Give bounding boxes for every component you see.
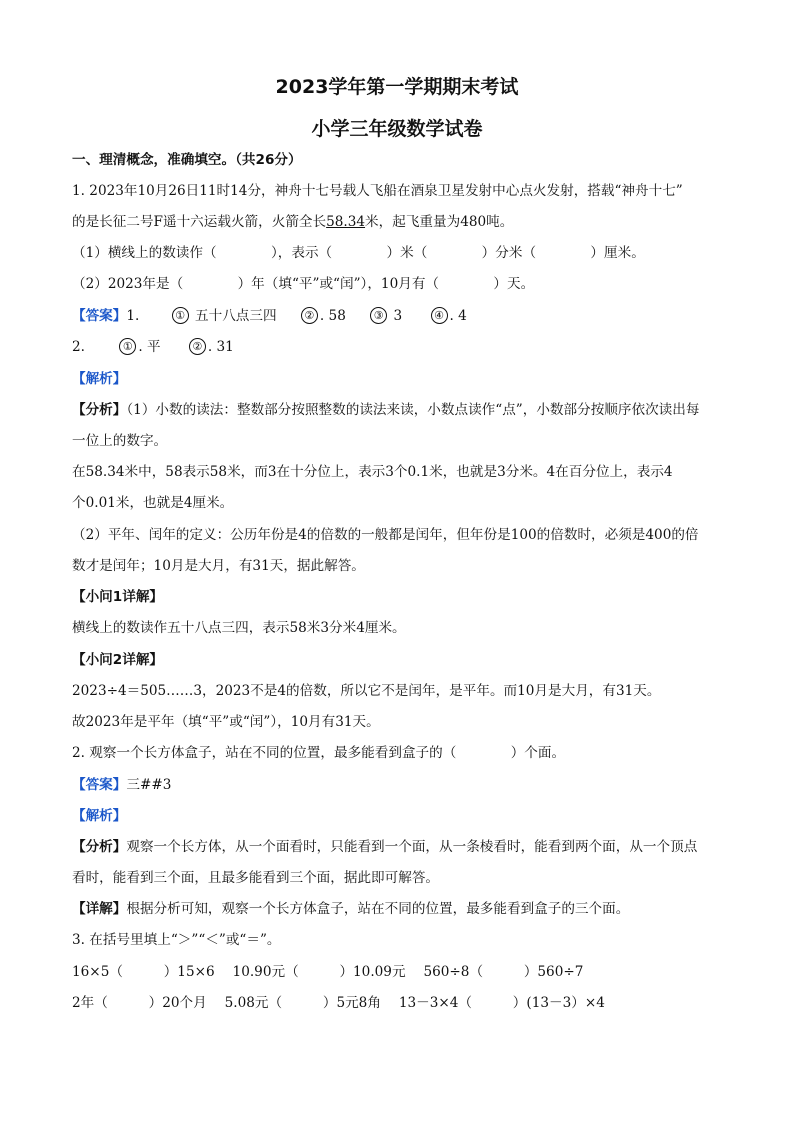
q1-fenxi-4: 个0.01米，也就是4厘米。 <box>72 495 234 511</box>
q1-sub-2: （2）2023年是（ ）年（填“平”或“闰”），10月有（ ）天。 <box>72 276 535 292</box>
exam-title: 2023学年第一学期期末考试 <box>275 76 519 98</box>
q2-answer-value: 三##3 <box>126 777 172 793</box>
q1-fenxi-3: 在58.34米中，58表示58米，而3在十分位上，表示3个0.1米，也就是3分米。4在百分位上，表示4 <box>72 464 673 480</box>
q1-line-1: 1. 2023年10月26日11时14分，神舟十七号载人飞船在酒泉卫星发射中心点火发射，搭载“神舟十七” <box>72 183 683 199</box>
q1-fenxi-1 <box>72 400 732 420</box>
q2-analysis-tag: 【解析】 <box>72 808 127 824</box>
answer-value-3: 3 <box>393 308 403 324</box>
q1-answer <box>72 306 732 326</box>
answer2-mark-2: ② <box>189 338 206 355</box>
q3-row-1: 16×5（ ）15×6 10.90元（ ）10.09元 560÷8（ ）560÷7 <box>72 964 584 980</box>
q2-fenxi-text-1: 观察一个长方体，从一个面看时，只能看到一个面，从一条棱看时，能看到两个面，从一个顶点 <box>126 839 698 855</box>
answer2-mark-1: ① <box>119 338 136 355</box>
answer-mark-3: ③ <box>370 307 387 324</box>
q2-detail-text: 根据分析可知，观察一个长方体盒子，站在不同的位置，最多能看到盒子的三个面。 <box>126 901 630 917</box>
fenxi-tag: 【分析】 <box>72 402 127 418</box>
q1-fenxi-5: （2）平年、闰年的定义：公历年份是4的倍数的一般都是闰年，但年份是100的倍数时，必须是400的倍 <box>72 527 699 543</box>
q1-rocket-length: 58.34 <box>326 214 366 230</box>
q2-answer-tag: 【答案】 <box>72 777 127 793</box>
q1-subquestion-2-tag: 【小问2详解】 <box>72 652 164 668</box>
q1-line-2 <box>72 212 732 232</box>
answer-value-4: . 4 <box>449 308 467 324</box>
answer-mark-1: ① <box>172 307 189 324</box>
section-heading: 一、理清概念，准确填空。（共26分） <box>72 152 302 168</box>
fenxi-text-1: （1）小数的读法：整数部分按照整数的读法来读，小数点读作“点”，小数部分按顺序依次读出每 <box>126 402 700 418</box>
q3-row-2: 2年（ ）20个月 5.08元（ ）5元8角 13－3×4（ ）(13－3）×4 <box>72 995 605 1011</box>
q1-subquestion-1-text: 横线上的数读作五十八点三四，表示58米3分米4厘米。 <box>72 620 406 636</box>
q1-sub-1: （1）横线上的数读作（ ），表示（ ）米（ ）分米（ ）厘米。 <box>72 245 645 261</box>
q2-fenxi-tag: 【分析】 <box>72 839 127 855</box>
q1-line-2-pre: 的是长征二号F遥十六运载火箭，火箭全长 <box>72 214 327 230</box>
answer-value-2: . 58 <box>319 308 346 324</box>
answer-mark-4: ④ <box>431 307 448 324</box>
q2-answer <box>72 775 732 795</box>
q3-text: 3. 在括号里填上“＞”“＜”或“＝”。 <box>72 932 281 948</box>
answer2-number: 2. <box>72 339 85 355</box>
answer-value-1: 五十八点三四 <box>195 308 277 324</box>
q2-text: 2. 观察一个长方体盒子，站在不同的位置，最多能看到盒子的（ ）个面。 <box>72 745 566 761</box>
q1-fenxi-2: 一位上的数字。 <box>72 433 168 449</box>
q1-analysis-tag: 【解析】 <box>72 371 127 387</box>
answer-mark-2: ② <box>301 307 318 324</box>
answer2-value-2: . 31 <box>207 339 234 355</box>
answer-number: 1. <box>126 308 140 324</box>
q2-detail <box>72 899 732 919</box>
answer-tag: 【答案】 <box>72 308 127 324</box>
q1-fenxi-6: 数才是闰年；10月是大月，有31天，据此解答。 <box>72 558 365 574</box>
q1-subquestion-1-tag: 【小问1详解】 <box>72 589 164 605</box>
exam-subtitle: 小学三年级数学试卷 <box>311 118 483 140</box>
q2-fenxi-1 <box>72 837 732 857</box>
q2-detail-tag: 【详解】 <box>72 901 127 917</box>
q1-subquestion-2-text-1: 2023÷4＝505……3，2023不是4的倍数，所以它不是闰年，是平年。而10月是大月，有31天。 <box>72 683 661 699</box>
q1-line-2-post: 米，起飞重量为480吨。 <box>365 214 514 230</box>
answer2-value-1: . 平 <box>138 339 161 355</box>
q2-fenxi-2: 看时，能看到三个面，且最多能看到三个面，据此即可解答。 <box>72 870 440 886</box>
q1-answer-2 <box>72 337 732 357</box>
q1-subquestion-2-text-2: 故2023年是平年（填“平”或“闰”），10月有31天。 <box>72 714 380 730</box>
